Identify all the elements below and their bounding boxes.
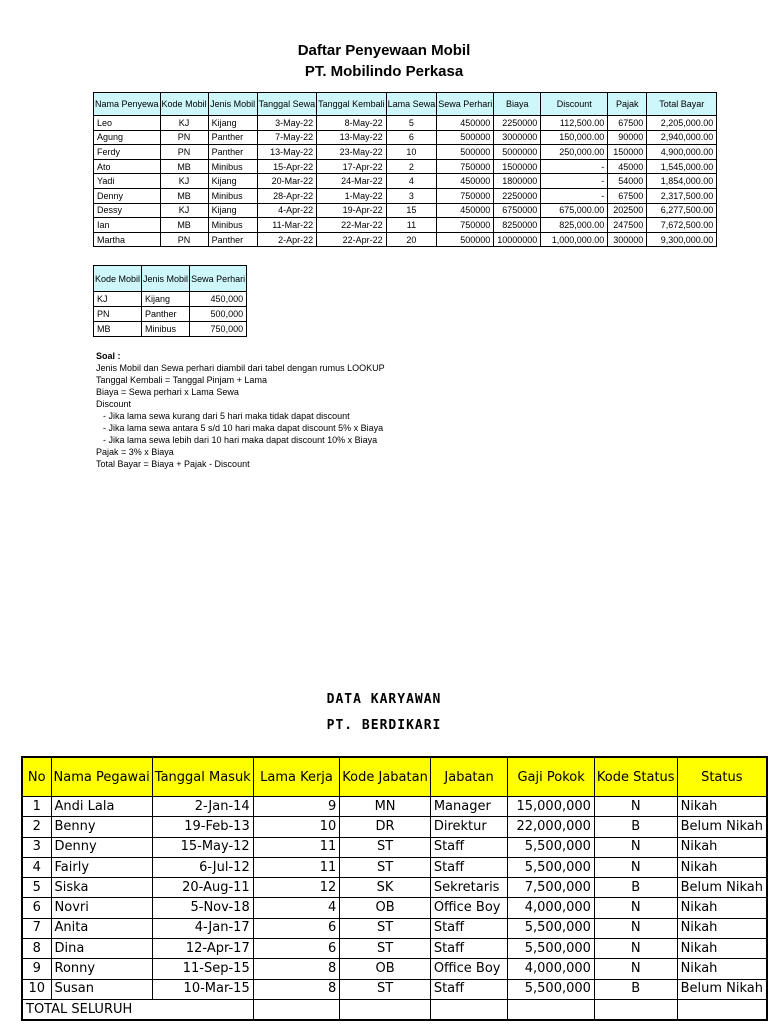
employee-row [22,837,767,857]
rental-cell: KJ [160,116,208,131]
employee-table [21,756,768,1021]
rental-cell: 6,277,500.00 [647,203,717,218]
employee-cell: N [594,918,677,938]
rental-cell: 500000 [437,145,494,160]
employee-cell: ST [340,857,431,877]
rental-row [94,159,717,174]
rental-cell: MB [160,159,208,174]
rental-cell: 8-May-22 [317,116,387,131]
rental-cell: 2,940,000.00 [647,130,717,145]
employee-total-cell [594,999,677,1020]
employee-cell: 5,500,000 [508,918,595,938]
employee-cell: 10 [22,979,51,999]
rental-column-header: Lama Sewa [386,93,437,116]
rental-cell: 5 [386,116,437,131]
rental-cell: KJ [160,203,208,218]
rental-cell: 2250000 [494,116,541,131]
rental-cell: 28-Apr-22 [257,188,317,203]
rental-column-header: Kode Mobil [160,93,208,116]
employee-cell: 8 [253,979,340,999]
notes-line: Biaya = Sewa perhari x Lama Sewa [96,387,239,397]
employee-row [22,959,767,979]
lookup-cell: Minibus [142,322,190,337]
lookup-header-row [94,266,247,292]
employee-cell: 4,000,000 [508,959,595,979]
employee-cell: 19-Feb-13 [152,817,253,837]
rental-cell: 10 [386,145,437,160]
employee-cell: OB [340,898,431,918]
employee-cell: Office Boy [430,959,508,979]
employee-column-header: No [22,757,51,797]
rental-cell: 112,500.00 [541,116,608,131]
employee-cell: Dina [51,939,152,959]
employee-cell: Nikah [677,939,767,959]
rental-row [94,130,717,145]
rental-cell: 825,000.00 [541,218,608,233]
rental-cell: 13-May-22 [257,145,317,160]
employee-cell: Staff [430,979,508,999]
rental-cell: 17-Apr-22 [317,159,387,174]
employee-column-header: Gaji Pokok [508,757,595,797]
rental-cell: 4-Apr-22 [257,203,317,218]
rental-cell: 22-Apr-22 [317,232,387,247]
employee-cell: 4-Jan-17 [152,918,253,938]
employee-cell: 22,000,000 [508,817,595,837]
lookup-cell: PN [94,307,142,322]
rental-cell: 750000 [437,188,494,203]
employee-row [22,797,767,817]
rental-cell: 67500 [608,116,647,131]
rental-cell: 24-Mar-22 [317,174,387,189]
rental-cell: Leo [94,116,161,131]
rental-cell: 5000000 [494,145,541,160]
employee-cell: N [594,857,677,877]
notes-subline: - Jika lama sewa antara 5 s/d 10 hari maka dapat discount 5% x Biaya [103,423,384,433]
notes-subline: - Jika lama sewa lebih dari 10 hari maka dapat discount 10% x Biaya [103,435,378,445]
lookup-column-header: Sewa Perhari [190,266,247,292]
rental-cell: Kijang [208,203,257,218]
employee-cell: 15-May-12 [152,837,253,857]
notes-line: Total Bayar = Biaya + Pajak - Discount [96,459,250,469]
lookup-cell: Kijang [142,292,190,307]
employee-column-header: Status [677,757,767,797]
employee-cell: ST [340,979,431,999]
lookup-cell: Panther [142,307,190,322]
employee-cell: Staff [430,857,508,877]
employee-header-row [22,757,767,797]
rental-cell: 500000 [437,130,494,145]
employee-cell: 20-Aug-11 [152,878,253,898]
rental-cell: 450000 [437,116,494,131]
employee-cell: Susan [51,979,152,999]
rental-cell: Minibus [208,159,257,174]
employee-cell: OB [340,959,431,979]
rental-cell: 1,545,000.00 [647,159,717,174]
rental-cell: 450000 [437,203,494,218]
employee-cell: N [594,939,677,959]
employee-cell: 7 [22,918,51,938]
rental-cell: Panther [208,145,257,160]
rental-row [94,203,717,218]
rental-column-header: Biaya [494,93,541,116]
rental-row [94,232,717,247]
rental-cell: PN [160,232,208,247]
employee-cell: Siska [51,878,152,898]
lookup-row [94,322,247,337]
rental-cell: MB [160,218,208,233]
employee-cell: N [594,959,677,979]
employee-cell: Manager [430,797,508,817]
rental-cell: Ato [94,159,161,174]
rental-cell: KJ [160,174,208,189]
rental-cell: 11-Mar-22 [257,218,317,233]
rental-cell: 19-Apr-22 [317,203,387,218]
rental-cell: 2 [386,159,437,174]
employee-row [22,857,767,877]
rental-cell: 54000 [608,174,647,189]
employee-cell: Nikah [677,857,767,877]
employee-cell: Nikah [677,959,767,979]
employee-cell: Nikah [677,837,767,857]
rental-cell: Dessy [94,203,161,218]
rental-cell: 20 [386,232,437,247]
employee-cell: 6 [253,918,340,938]
employee-cell: DR [340,817,431,837]
employee-cell: B [594,878,677,898]
employee-column-header: Nama Pegawai [51,757,152,797]
rental-cell: 2,205,000.00 [647,116,717,131]
employee-cell: 7,500,000 [508,878,595,898]
lookup-column-header: Kode Mobil [94,266,142,292]
employee-cell: 6 [253,939,340,959]
rental-cell: 8250000 [494,218,541,233]
rental-cell: Yadi [94,174,161,189]
rental-header-row [94,93,717,116]
employee-title: DATA KARYAWAN [326,692,442,707]
notes-line: Tanggal Kembali = Tanggal Pinjam + Lama [96,375,267,385]
rental-cell: - [541,188,608,203]
rental-cell: 2-Apr-22 [257,232,317,247]
employee-cell: 3 [22,837,51,857]
rental-cell: 3000000 [494,130,541,145]
employee-cell: Fairly [51,857,152,877]
employee-cell: 5 [22,878,51,898]
rental-cell: 15 [386,203,437,218]
employee-total-label: TOTAL SELURUH [22,999,253,1020]
rental-column-header: Jenis Mobil [208,93,257,116]
rental-row [94,188,717,203]
employee-total-cell [430,999,508,1020]
rental-cell: 202500 [608,203,647,218]
rental-cell: 10000000 [494,232,541,247]
employee-total-cell [677,999,767,1020]
employee-cell: Nikah [677,918,767,938]
employee-cell: Anita [51,918,152,938]
employee-cell: Novri [51,898,152,918]
employee-cell: Denny [51,837,152,857]
employee-cell: Staff [430,939,508,959]
employee-total-cell [340,999,431,1020]
employee-cell: B [594,817,677,837]
employee-cell: 11 [253,837,340,857]
employee-cell: 12-Apr-17 [152,939,253,959]
rental-cell: 13-May-22 [317,130,387,145]
rental-cell: 9,300,000.00 [647,232,717,247]
employee-cell: 2 [22,817,51,837]
employee-cell: 4 [253,898,340,918]
rental-cell: 15-Apr-22 [257,159,317,174]
rental-cell: Denny [94,188,161,203]
rental-cell: MB [160,188,208,203]
employee-cell: 10 [253,817,340,837]
rental-company: PT. Mobilindo Perkasa [304,63,464,80]
employee-column-header: Kode Status [594,757,677,797]
rental-column-header: Total Bayar [647,93,717,116]
employee-cell: Staff [430,837,508,857]
rental-column-header: Discount [541,93,608,116]
employee-cell: 10-Mar-15 [152,979,253,999]
lookup-cell: 750,000 [190,322,247,337]
employee-cell: 8 [22,939,51,959]
employee-cell: 4 [22,857,51,877]
rental-row [94,174,717,189]
rental-column-header: Tanggal Kembali [317,93,387,116]
rental-cell: 250,000.00 [541,145,608,160]
employee-cell: Andi Lala [51,797,152,817]
employee-cell: Direktur [430,817,508,837]
rental-cell: Minibus [208,188,257,203]
rental-cell: 23-May-22 [317,145,387,160]
rental-cell: 1500000 [494,159,541,174]
employee-cell: Benny [51,817,152,837]
lookup-cell: KJ [94,292,142,307]
employee-cell: ST [340,918,431,938]
employee-cell: 11 [253,857,340,877]
employee-cell: Office Boy [430,898,508,918]
notes-line: Discount [96,399,132,409]
employee-cell: 1 [22,797,51,817]
employee-cell: N [594,837,677,857]
employee-cell: 2-Jan-14 [152,797,253,817]
rental-column-header: Tanggal Sewa [257,93,317,116]
employee-cell: 5,500,000 [508,837,595,857]
employee-cell: Staff [430,918,508,938]
lookup-row [94,307,247,322]
rental-cell: 2250000 [494,188,541,203]
rental-cell: 22-Mar-22 [317,218,387,233]
notes-line: Jenis Mobil dan Sewa perhari diambil dari tabel dengan rumus LOOKUP [96,363,385,373]
rental-cell: 7,672,500.00 [647,218,717,233]
employee-cell: 4,000,000 [508,898,595,918]
employee-total-row [22,999,767,1020]
employee-cell: 5-Nov-18 [152,898,253,918]
rental-cell: Martha [94,232,161,247]
rental-cell: Agung [94,130,161,145]
rental-row [94,116,717,131]
rental-cell: 7-May-22 [257,130,317,145]
employee-total-cell [253,999,340,1020]
rental-cell: Kijang [208,116,257,131]
lookup-cell: MB [94,322,142,337]
employee-cell: MN [340,797,431,817]
employee-cell: 8 [253,959,340,979]
employee-row [22,918,767,938]
rental-cell: 90000 [608,130,647,145]
rental-cell: 1,000,000.00 [541,232,608,247]
rental-cell: 45000 [608,159,647,174]
rental-cell: Ian [94,218,161,233]
rental-cell: 450000 [437,174,494,189]
rental-cell: 300000 [608,232,647,247]
employee-cell: Belum Nikah [677,878,767,898]
rental-cell: 1-May-22 [317,188,387,203]
employee-cell: 9 [22,959,51,979]
employee-cell: N [594,898,677,918]
rental-cell: PN [160,130,208,145]
employee-company: PT. BERDIKARI [326,718,442,733]
rental-cell: - [541,174,608,189]
employee-cell: SK [340,878,431,898]
rental-cell: 150,000.00 [541,130,608,145]
rental-cell: 750000 [437,218,494,233]
employee-column-header: Jabatan [430,757,508,797]
rental-cell: Panther [208,232,257,247]
employee-cell: Belum Nikah [677,817,767,837]
rental-title: Daftar Penyewaan Mobil [297,42,471,59]
employee-cell: Ronny [51,959,152,979]
employee-cell: N [594,797,677,817]
employee-cell: 11-Sep-15 [152,959,253,979]
notes-heading: Soal : [96,351,121,361]
rental-cell: 247500 [608,218,647,233]
rental-cell: 3-May-22 [257,116,317,131]
notes-line: Pajak = 3% x Biaya [96,447,174,457]
rental-cell: Minibus [208,218,257,233]
lookup-row [94,292,247,307]
rental-cell: 150000 [608,145,647,160]
employee-row [22,878,767,898]
lookup-column-header: Jenis Mobil [142,266,190,292]
employee-cell: Nikah [677,898,767,918]
employee-cell: 6 [22,898,51,918]
rental-column-header: Sewa Perhari [437,93,494,116]
employee-column-header: Kode Jabatan [340,757,431,797]
rental-cell: 4 [386,174,437,189]
rental-cell: 1800000 [494,174,541,189]
employee-row [22,939,767,959]
employee-row [22,817,767,837]
rental-cell: 6 [386,130,437,145]
employee-total-cell [508,999,595,1020]
employee-cell: Sekretaris [430,878,508,898]
rental-cell: Kijang [208,174,257,189]
rental-cell: - [541,159,608,174]
rental-cell: Ferdy [94,145,161,160]
rental-cell: 20-Mar-22 [257,174,317,189]
rental-row [94,218,717,233]
rental-column-header: Pajak [608,93,647,116]
rental-cell: 750000 [437,159,494,174]
employee-row [22,898,767,918]
employee-column-header: Tanggal Masuk [152,757,253,797]
employee-cell: Nikah [677,797,767,817]
notes-subline: - Jika lama sewa kurang dari 5 hari maka tidak dapat discount [103,411,350,421]
employee-row [22,979,767,999]
employee-cell: Belum Nikah [677,979,767,999]
lookup-cell: 450,000 [190,292,247,307]
employee-cell: B [594,979,677,999]
employee-cell: ST [340,939,431,959]
employee-cell: 9 [253,797,340,817]
lookup-cell: 500,000 [190,307,247,322]
rental-cell: 3 [386,188,437,203]
rental-row [94,145,717,160]
rental-column-header: Nama Penyewa [94,93,161,116]
rental-table [93,92,717,247]
rental-cell: 67500 [608,188,647,203]
rental-cell: Panther [208,130,257,145]
employee-cell: 12 [253,878,340,898]
employee-cell: 5,500,000 [508,857,595,877]
rental-cell: 2,317,500.00 [647,188,717,203]
employee-cell: 15,000,000 [508,797,595,817]
rental-cell: 1,854,000.00 [647,174,717,189]
rental-cell: 4,900,000.00 [647,145,717,160]
rental-cell: 6750000 [494,203,541,218]
rental-cell: PN [160,145,208,160]
rental-cell: 675,000.00 [541,203,608,218]
employee-cell: 5,500,000 [508,979,595,999]
employee-cell: 5,500,000 [508,939,595,959]
lookup-table [93,265,247,337]
assignment-notes [96,350,385,470]
employee-cell: ST [340,837,431,857]
employee-column-header: Lama Kerja [253,757,340,797]
rental-cell: 11 [386,218,437,233]
rental-cell: 500000 [437,232,494,247]
employee-cell: 6-Jul-12 [152,857,253,877]
